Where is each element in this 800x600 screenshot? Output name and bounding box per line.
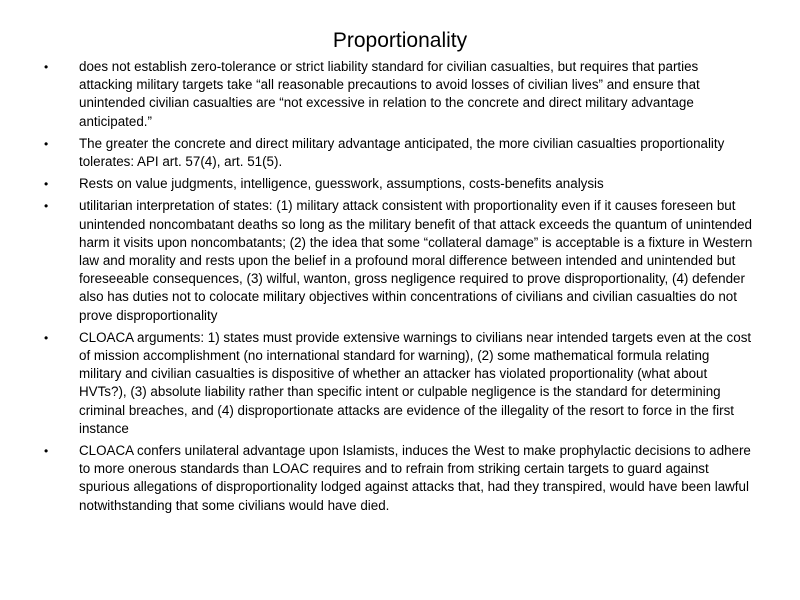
bullet-item — [40, 175, 755, 193]
bullet-item — [40, 58, 755, 131]
bullet-icon: • — [44, 330, 49, 345]
bullet-icon: • — [44, 177, 49, 192]
bullet-icon: • — [44, 60, 49, 74]
bullet-text: utilitarian interpretation of states: (1) military attack consistent with proportionality even if it causes foreseen but unintended noncombatant deaths so long as the military benefit of that attack exceeds the quantum of unintended harm it visits upon noncombatants; (2) the idea that some “collateral damage” is acceptable is a fixture in Western law and morality and rests upon the belief in a profound moral difference between intended and unintended but foreseeable consequences, (3) wilful, wanton, gross negligence required to prove disproportionality, (4) defender also has duties not to colocate military objectives within concentrations of civilians and civilian casualties do not prove disproportionality — [79, 198, 753, 323]
bullet-text: CLOACA confers unilateral advantage upon Islamists, induces the West to make prophylactic decisions to adhere to more onerous standards than LOAC requires and to refrain from striking certain targets to guard against spurious allegations of disproportionality lodged against attacks that, had they transpired, would have been lawful notwithstanding that some civilians would have died. — [79, 443, 751, 513]
bullet-text: does not establish zero-tolerance or strict liability standard for civilian casualties, but requires that parties attacking military targets take “all reasonable precautions to avoid losses of civilian lives” and ensure that unintended civilian casualties are “not excessive in relation to the concrete and direct military advantage anticipated.” — [79, 59, 700, 129]
bullet-item — [40, 197, 755, 324]
bullet-icon: • — [44, 136, 49, 151]
bullet-icon: • — [44, 199, 49, 214]
bullet-list — [40, 58, 755, 519]
bullet-icon: • — [44, 444, 49, 459]
bullet-item — [40, 329, 755, 438]
bullet-text: CLOACA arguments: 1) states must provide extensive warnings to civilians near intended targets even at the cost of mission accomplishment (no international standard for warning), (2) some mathematical formula relating military and civilian casualties is dispositive of whether an attacker has violated proportionality (what about HVTs?), (3) absolute liability rather than specific intent or culpable negligence is the standard for determining criminal breaches, and (4) disproportionate attacks are evidence of the illegality of the resort to force in the first instance — [79, 329, 752, 436]
bullet-item — [40, 135, 755, 171]
bullet-text: Rests on value judgments, intelligence, guesswork, assumptions, costs-benefits analysis — [79, 176, 604, 192]
slide-title: Proportionality — [332, 29, 468, 52]
bullet-text: The greater the concrete and direct military advantage anticipated, the more civilian casualties proportionality tolerates: API art. 57(4), art. 51(5). — [79, 135, 725, 170]
bullet-item — [40, 442, 755, 515]
